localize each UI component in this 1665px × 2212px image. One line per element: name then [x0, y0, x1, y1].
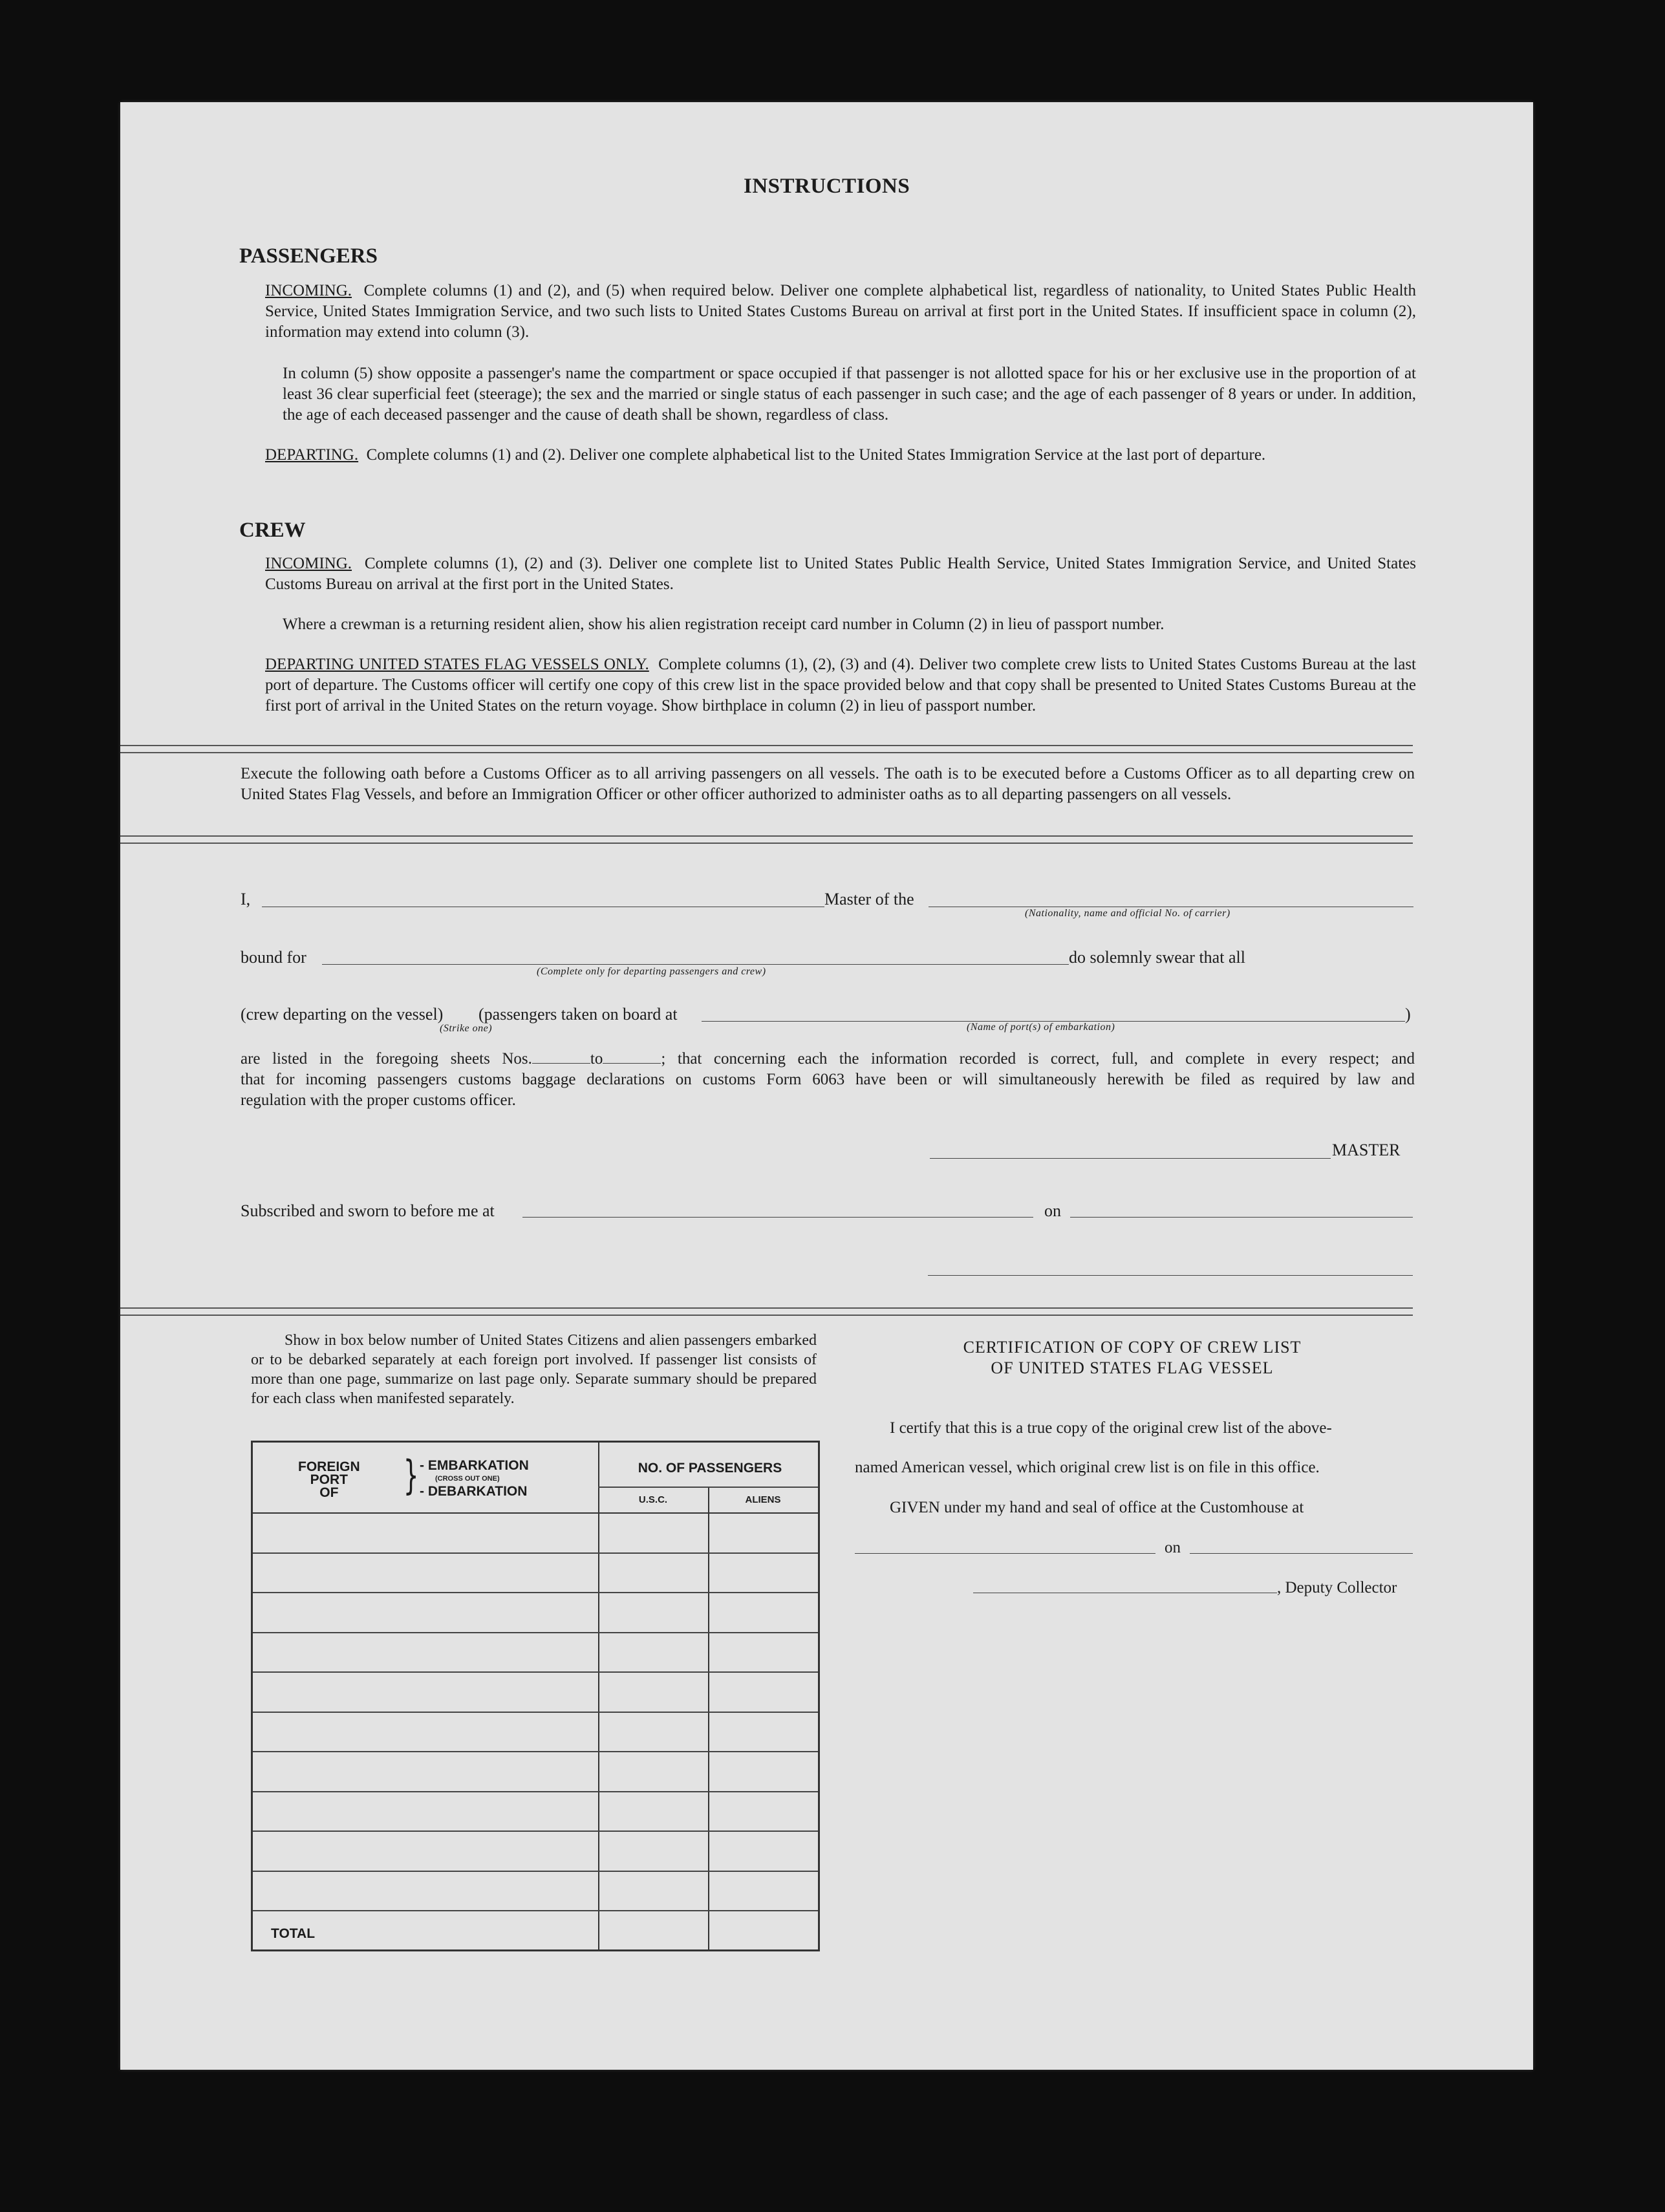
listed-prefix: are listed in the foregoing sheets Nos.	[241, 1050, 532, 1068]
passengers-taken-option[interactable]: (passengers taken on board at	[478, 1005, 678, 1024]
oath-i-label: I,	[241, 890, 251, 908]
listed-line-1	[241, 1049, 1415, 1069]
certification-title-1: CERTIFICATION OF COPY OF CREW LIST	[963, 1338, 1302, 1357]
crew-departing-text: Complete columns (1), (2), (3) and (4). Deliver two complete crew lists to United States Customs Bureau at the last port of departure. The Customs officer will certify one copy of this crew list in the space provided below and that copy shall be presented to United States Customs Bureau at the first port of arrival in the United States on the return voyage. Show birthplace in column (2) in lieu of passport number.	[265, 656, 1416, 714]
crew-departing-label: DEPARTING UNITED STATES FLAG VESSELS ONLY.	[265, 656, 649, 673]
customhouse-field[interactable]	[855, 1553, 1155, 1554]
sheet-from-field[interactable]	[532, 1050, 590, 1064]
subscribed-place-field[interactable]	[522, 1217, 1033, 1218]
table-row-line	[253, 1751, 818, 1752]
close-paren: )	[1405, 1005, 1411, 1024]
master-signature-field[interactable]	[930, 1158, 1331, 1159]
certification-on-label: on	[1165, 1539, 1181, 1556]
swear-label: do solemnly swear that all	[1069, 948, 1245, 967]
subscribed-label: Subscribed and sworn to before me at	[241, 1201, 495, 1220]
passengers-departing	[265, 445, 1416, 466]
brace-icon: }	[403, 1452, 419, 1499]
foreign-port-of-header	[298, 1461, 360, 1499]
deputy-label: , Deputy Collector	[1277, 1579, 1397, 1596]
crew-departing-option[interactable]: (crew departing on the vessel)	[241, 1005, 444, 1024]
table-divider-usc	[708, 1487, 709, 1949]
incoming-label: INCOMING.	[265, 282, 352, 299]
crew-resident: Where a crewman is a returning resident alien, show his alien registration receipt card number in Column (2) in lieu of passport number.	[283, 616, 1165, 633]
divider-3	[120, 1307, 1413, 1316]
table-row-line	[253, 1791, 818, 1792]
certification-title	[852, 1337, 1412, 1379]
certification-given: GIVEN under my hand and seal of office at the Customhouse at	[890, 1499, 1304, 1516]
strike-caption: (Strike one)	[440, 1023, 493, 1034]
of-label: OF	[319, 1485, 339, 1500]
port-label: PORT	[310, 1472, 348, 1487]
bound-for-label: bound for	[241, 948, 306, 967]
passenger-summary-table	[251, 1441, 820, 1951]
crew-incoming-text: Complete columns (1), (2) and (3). Deliver one complete list to United States Public Health Service, United States Immigration Service, and United States Customs Bureau on arrival at the first port in the United States.	[265, 555, 1416, 593]
aliens-header: ALIENS	[745, 1494, 781, 1505]
passengers-incoming	[265, 281, 1416, 343]
no-passengers-header: NO. OF PASSENGERS	[638, 1461, 782, 1476]
listed-rest-1: ; that concerning each the information recorded is correct, full, and complete in every respect; and	[661, 1050, 1415, 1068]
passengers-column5: In column (5) show opposite a passenger's name the compartment or space occupied if that passenger is not allotted space for his or her exclusive use in the proportion of at least 36 clear superficial feet (steerage); the sex and the married or single status of each passenger in such case; and the age of each passenger of 8 years or under. In addition, the age of each deceased passenger and the cause of death shall be shown, regardless of class.	[283, 365, 1416, 424]
subscribed-on-label: on	[1044, 1201, 1061, 1220]
table-row-line	[253, 1910, 818, 1911]
departing-text: Complete columns (1) and (2). Deliver one complete alphabetical list to the United States Immigration Service at the last port of departure.	[366, 446, 1266, 464]
subscribed-date-field[interactable]	[1070, 1217, 1413, 1218]
table-row-line	[253, 1592, 818, 1593]
foreign-label: FOREIGN	[298, 1459, 360, 1474]
incoming-text: Complete columns (1) and (2), and (5) when required below. Deliver one complete alphabetical list, regardless of nationality, to United States Public Health Service, United States Immigration Service, and two such lists to United States Customs Bureau on arrival at first port in the United States. If insufficient space in column (2), information may extend into column (3).	[265, 282, 1416, 341]
to-label: to	[590, 1050, 603, 1068]
table-row-line	[253, 1671, 818, 1673]
table-header-bottom	[253, 1512, 818, 1514]
crew-incoming	[265, 553, 1416, 595]
table-header-mid	[598, 1487, 818, 1488]
total-label: TOTAL	[271, 1926, 316, 1941]
table-row-line	[253, 1831, 818, 1832]
certification-text-2: named American vessel, which original crew list is on file in this office.	[855, 1459, 1320, 1476]
sheet-to-field[interactable]	[603, 1050, 661, 1064]
oath-intro: Execute the following oath before a Customs Officer as to all arriving passengers on all vessels. The oath is to be executed before a Customs Officer as to all departing crew on United States Flag Vessels, and before an Immigration Officer or other officer authorized to administer oaths as to all departing passengers on all vessels.	[241, 765, 1415, 803]
crew-incoming-label: INCOMING.	[265, 555, 352, 572]
certification-title-2: OF UNITED STATES FLAG VESSEL	[991, 1358, 1274, 1377]
passengers-heading: PASSENGERS	[239, 244, 378, 268]
debarkation-label: - DEBARKATION	[420, 1484, 528, 1499]
crew-heading: CREW	[239, 519, 306, 542]
bound-for-field[interactable]	[322, 964, 1069, 965]
master-of-label: Master of the	[824, 890, 914, 908]
divider-1	[120, 745, 1413, 753]
crew-departing	[265, 654, 1416, 716]
summary-instructions: Show in box below number of United States Citizens and alien passengers embarked or to be debarked separately at each foreign port involved. If passenger list consists of more than one page, summarize on last page only. Separate summary should be prepared for each class when manifested separately.	[251, 1332, 817, 1407]
table-row-line	[253, 1632, 818, 1633]
page-title: INSTRUCTIONS	[744, 175, 910, 198]
embarkation-label: - EMBARKATION	[420, 1458, 529, 1473]
table-row-line	[253, 1871, 818, 1872]
listed-line-3: regulation with the proper customs officer.	[241, 1091, 516, 1109]
officer-signature-field[interactable]	[928, 1275, 1413, 1276]
departing-label: DEPARTING.	[265, 446, 359, 464]
listed-line-2: that for incoming passengers customs baggage declarations on customs Form 6063 have been or will simultaneously herewith be filed as required by law and	[241, 1071, 1415, 1088]
divider-2	[120, 835, 1413, 844]
bound-caption: (Complete only for departing passengers and crew)	[537, 966, 766, 977]
cross-out-label: (CROSS OUT ONE)	[435, 1475, 500, 1483]
usc-header: U.S.C.	[638, 1494, 668, 1505]
certification-text-1: I certify that this is a true copy of the original crew list of the above-	[890, 1419, 1332, 1437]
table-row-line	[253, 1552, 818, 1554]
master-label: MASTER	[1332, 1141, 1401, 1159]
ports-caption: (Name of port(s) of embarkation)	[967, 1022, 1115, 1033]
table-divider-port	[598, 1443, 599, 1949]
certification-date-field[interactable]	[1190, 1553, 1413, 1554]
table-row-line	[253, 1712, 818, 1713]
carrier-caption: (Nationality, name and official No. of carrier)	[1025, 908, 1230, 919]
